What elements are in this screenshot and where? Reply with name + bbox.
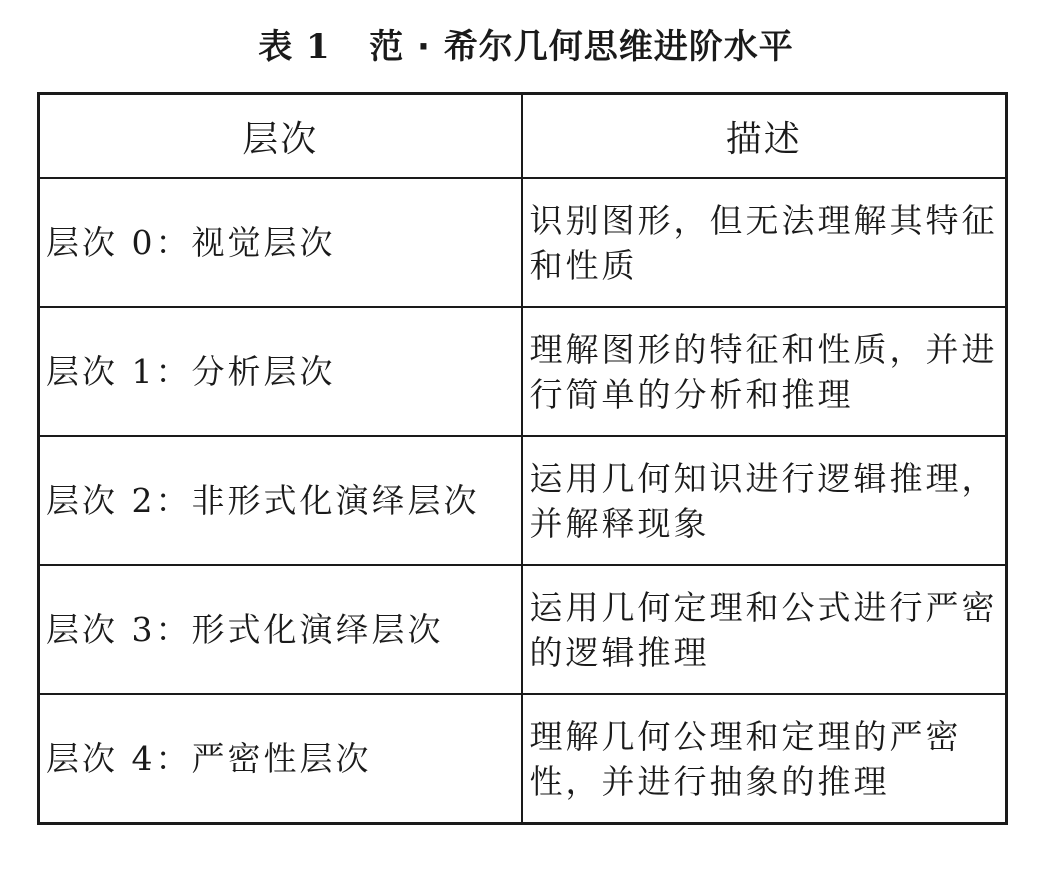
level-cell: 层次 4：严密性层次 — [39, 694, 522, 824]
table-row — [39, 307, 1007, 436]
table-row — [39, 694, 1007, 824]
header-description: 描述 — [522, 94, 1007, 179]
table-header-row — [39, 94, 1007, 179]
level-cell: 层次 3：形式化演绎层次 — [39, 565, 522, 694]
table-row — [39, 436, 1007, 565]
description-cell: 理解图形的特征和性质，并进行简单的分析和推理 — [522, 307, 1007, 436]
description-cell: 识别图形，但无法理解其特征和性质 — [522, 178, 1007, 307]
van-hiele-levels-table — [37, 92, 1008, 825]
header-level: 层次 — [39, 94, 522, 179]
level-cell: 层次 0：视觉层次 — [39, 178, 522, 307]
level-cell: 层次 1：分析层次 — [39, 307, 522, 436]
level-cell: 层次 2：非形式化演绎层次 — [39, 436, 522, 565]
table-row — [39, 178, 1007, 307]
table-row — [39, 565, 1007, 694]
table-caption-label: 表 1 — [258, 27, 331, 67]
description-cell: 运用几何定理和公式进行严密的逻辑推理 — [522, 565, 1007, 694]
description-cell: 理解几何公理和定理的严密性，并进行抽象的推理 — [522, 694, 1007, 824]
table-caption-title: 范 · 希尔几何思维进阶水平 — [369, 27, 794, 67]
table-caption — [0, 22, 1052, 72]
description-cell: 运用几何知识进行逻辑推理，并解释现象 — [522, 436, 1007, 565]
